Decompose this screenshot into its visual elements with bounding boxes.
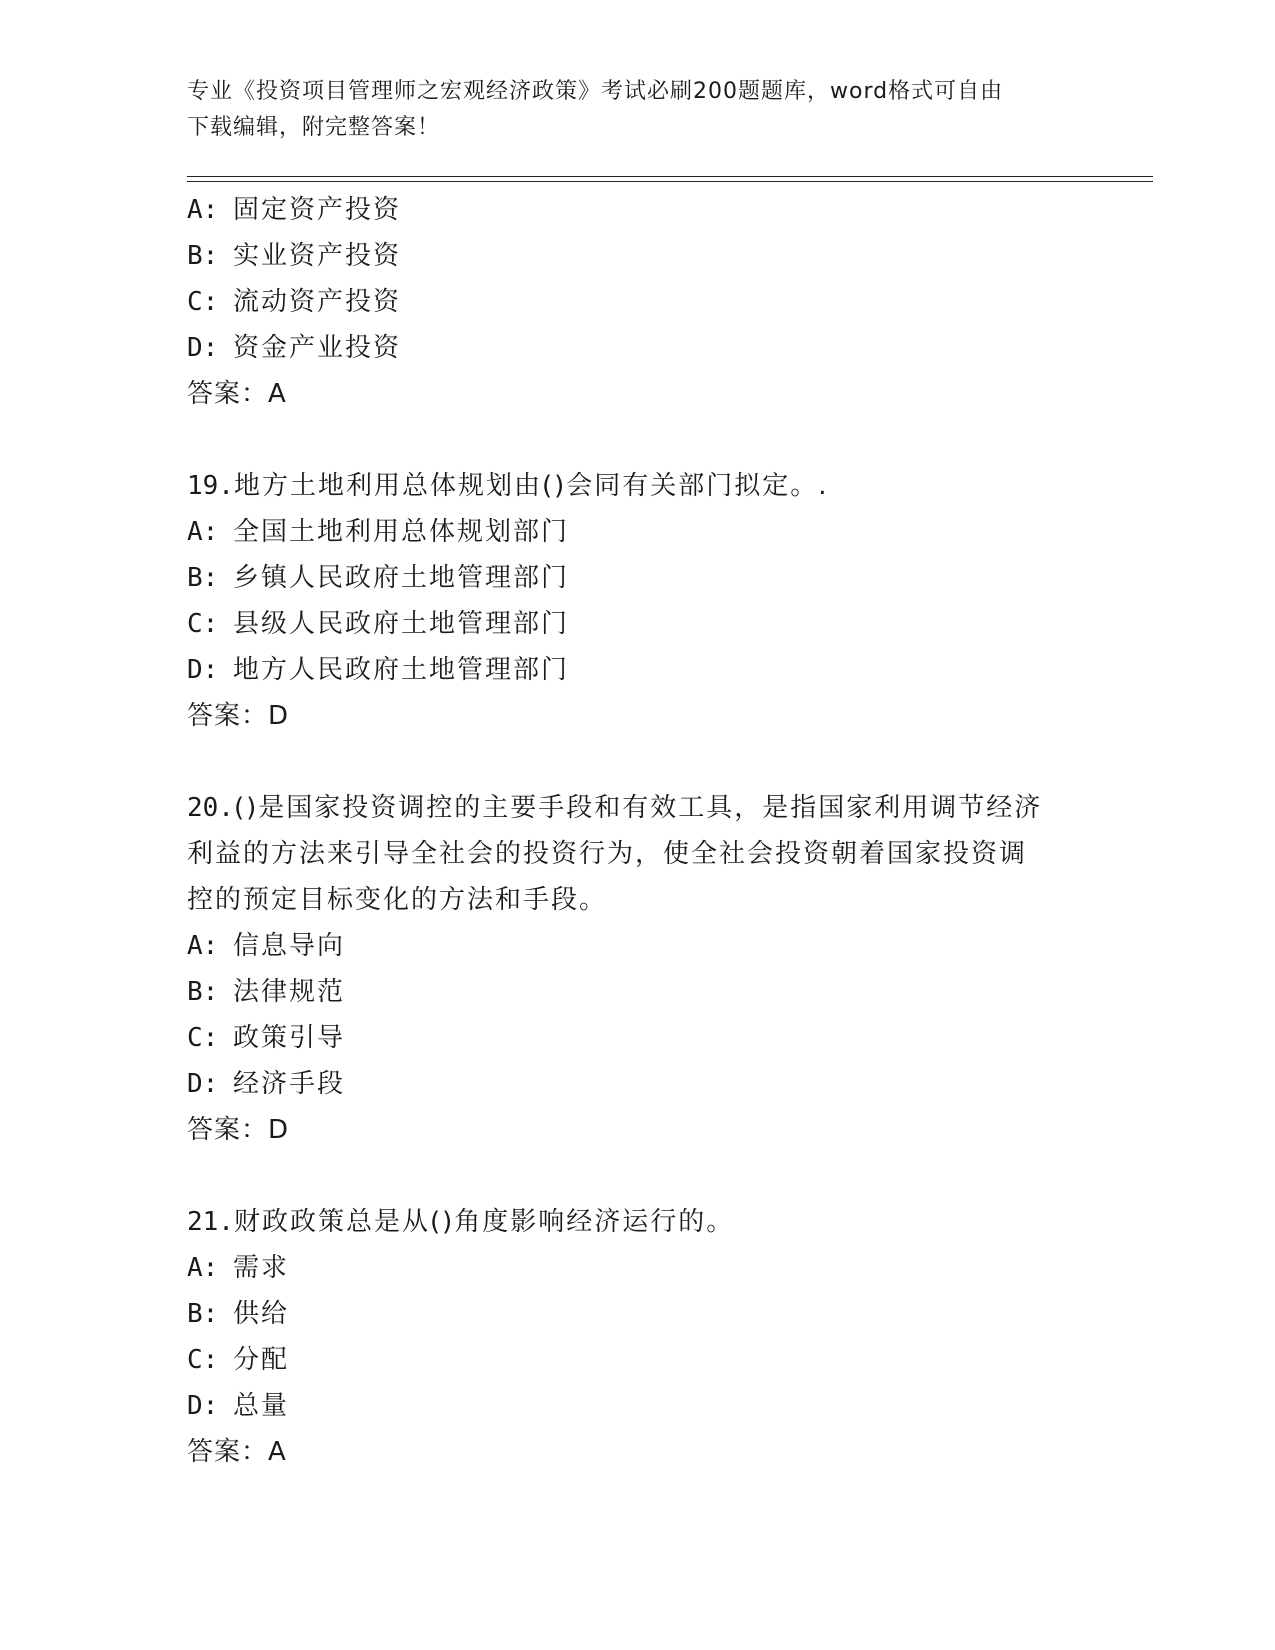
question-block-19: [187, 463, 1117, 739]
option-text: 信息导向: [233, 931, 346, 961]
option-a: [187, 1245, 1117, 1291]
header-rule-top: [187, 176, 1153, 177]
question-number: 20.: [187, 793, 234, 823]
block-spacer: [187, 1153, 1117, 1199]
option-text: 政策引导: [233, 1023, 346, 1053]
question-block-21: [187, 1199, 1117, 1475]
option-text: 固定资产投资: [233, 195, 402, 225]
question-text-line-2: 利益的方法来引导全社会的投资行为，使全社会投资朝着国家投资调: [187, 839, 1028, 869]
option-letter: C:: [187, 609, 219, 639]
question-text-line-3: 控的预定目标变化的方法和手段。: [187, 885, 608, 915]
option-text: 经济手段: [233, 1069, 346, 1099]
question-body: 财政政策总是从()角度影响经济运行的。: [233, 1207, 735, 1237]
option-c: [187, 601, 1117, 647]
option-letter: A:: [187, 1253, 219, 1283]
answer-line: [187, 1107, 1117, 1153]
option-letter: B:: [187, 241, 219, 271]
question-text-line-1: [187, 785, 1117, 831]
option-text: 地方人民政府土地管理部门: [233, 655, 570, 685]
option-text: 全国土地利用总体规划部门: [233, 517, 570, 547]
answer-line: [187, 693, 1117, 739]
option-text: 需求: [233, 1253, 290, 1283]
answer-value: A: [268, 379, 288, 409]
option-d: [187, 647, 1117, 693]
option-letter: A:: [187, 195, 219, 225]
question-body: 地方土地利用总体规划由()会同有关部门拟定。.: [233, 471, 829, 501]
option-letter: B:: [187, 563, 219, 593]
option-c: [187, 1015, 1117, 1061]
header-rule-bottom: [187, 181, 1153, 182]
option-b: [187, 555, 1117, 601]
option-a: [187, 923, 1117, 969]
block-spacer: [187, 739, 1117, 785]
option-letter: C:: [187, 1345, 219, 1375]
question-body: ()是国家投资调控的主要手段和有效工具，是指国家利用调节经济: [233, 793, 1043, 823]
option-d: [187, 1061, 1117, 1107]
block-spacer: [187, 417, 1117, 463]
answer-line: [187, 1429, 1117, 1475]
answer-label: 答案：: [187, 1437, 269, 1467]
option-d: [187, 1383, 1117, 1429]
answer-label: 答案：: [187, 379, 269, 409]
option-text: 资金产业投资: [233, 333, 402, 363]
answer-value: A: [268, 1437, 288, 1467]
option-text: 供给: [233, 1299, 290, 1329]
option-b: [187, 1291, 1117, 1337]
option-text: 总量: [233, 1391, 290, 1421]
option-letter: A:: [187, 931, 219, 961]
header-line-1: 专业《投资项目管理师之宏观经济政策》考试必刷200题题库，word格式可自由: [187, 79, 1004, 104]
answer-label: 答案：: [187, 1115, 269, 1145]
answer-label: 答案：: [187, 701, 269, 731]
option-letter: D:: [187, 1391, 219, 1421]
question-number: 21.: [187, 1207, 234, 1237]
option-b: [187, 233, 1117, 279]
document-header: [187, 74, 1087, 146]
question-text: [187, 1199, 1117, 1245]
option-d: [187, 325, 1117, 371]
option-text: 乡镇人民政府土地管理部门: [233, 563, 570, 593]
option-c: [187, 1337, 1117, 1383]
option-b: [187, 969, 1117, 1015]
option-letter: D:: [187, 1069, 219, 1099]
option-letter: C:: [187, 1023, 219, 1053]
option-a: [187, 187, 1117, 233]
option-a: [187, 509, 1117, 555]
option-text: 流动资产投资: [233, 287, 402, 317]
option-letter: D:: [187, 333, 219, 363]
answer-value: D: [268, 701, 291, 731]
question-list: [187, 187, 1117, 1475]
answer-value: D: [268, 1115, 291, 1145]
option-text: 法律规范: [233, 977, 346, 1007]
question-block-18: [187, 187, 1117, 417]
option-letter: D:: [187, 655, 219, 685]
header-line-2: 下载编辑，附完整答案！: [187, 115, 441, 140]
option-text: 县级人民政府土地管理部门: [233, 609, 570, 639]
question-block-20: [187, 785, 1117, 1153]
option-text: 分配: [233, 1345, 290, 1375]
option-letter: A:: [187, 517, 219, 547]
option-letter: C:: [187, 287, 219, 317]
option-letter: B:: [187, 977, 219, 1007]
option-letter: B:: [187, 1299, 219, 1329]
question-text: [187, 463, 1117, 509]
option-text: 实业资产投资: [233, 241, 402, 271]
option-c: [187, 279, 1117, 325]
question-number: 19.: [187, 471, 234, 501]
answer-line: [187, 371, 1117, 417]
